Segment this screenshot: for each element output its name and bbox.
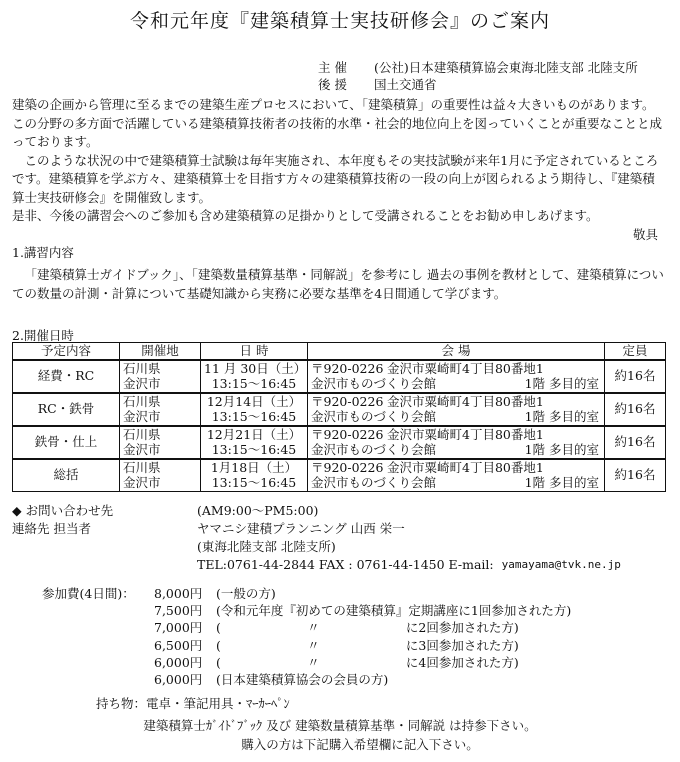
row-date: 11 月 30日（土） [204,360,307,376]
contact-hours: (AM9:00～PM5:00) [197,503,319,518]
row-place [120,426,201,459]
row-course: RC・鉄骨 [13,393,120,426]
contact-block [12,502,621,574]
row-capacity: 約16名 [605,459,666,492]
row-postal: 〒920-0226 [311,459,384,475]
section-1-title: 1.講習内容 [12,245,74,260]
header-course: 予定内容 [13,343,120,360]
row-capacity: 約16名 [605,393,666,426]
fee-open: ( [216,637,221,653]
fee-amount: 7,000円 [154,620,203,636]
row-venue [308,426,605,459]
contact-heading: ◆ お問い合わせ先 [12,503,114,518]
fee-amount: 7,500円 [154,603,203,619]
course-description-text: 「建築積算士ガイドブック」、「建築数量積算基準・同解説」を参考にし 過去の事例を教材として、建築積算についての数量の計測・計算について基礎知識から実務に必要な基準を4日間通して学びます。 [12,267,664,301]
note-bring-books: 建築積算士ｶﾞｲﾄﾞﾌﾞｯｸ 及び 建築数量積算基準・同解説 は持参下さい。 [143,718,537,733]
support-name: 国土交通省 [374,77,437,92]
row-time: 13:15～16:45 [211,409,297,424]
row-address: 金沢市粟崎町4丁目80番地1 [387,426,544,442]
fee-open: ( [216,654,221,670]
row-address: 金沢市粟崎町4丁目80番地1 [387,360,544,376]
fee-amount: 6,000円 [154,654,203,670]
fee-ditto: 〃 [307,654,320,670]
row-capacity: 約16名 [605,426,666,459]
header-capacity: 定員 [605,343,666,360]
intro-paragraph-1: 建築の企画から管理に至るまでの建築生産プロセスにおいて、「建築積算」の重要性は益々大きいものがあります。この分野の多方面で活躍している建築積算技術者の技術的水準・社会的地位向上を図っていくことが重要なことと成っております。 [12,97,663,149]
contact-tel-fax: TEL:0761-44-2844 FAX : 0761-44-1450 E-mail: [197,557,494,572]
fee-desc: に3回参加された方) [405,637,519,653]
header-datetime: 日 時 [201,343,308,360]
page-title: 令和元年度『建築積算士実技研修会』のご案内 [129,10,550,32]
row-pref: 石川県 [123,459,161,475]
contact-branch: (東海北陸支部 北陸支所) [197,539,336,554]
row-city: 金沢市 [123,376,161,391]
fee-ditto: 〃 [307,620,320,636]
schedule-row [13,360,666,393]
row-capacity: 約16名 [605,360,666,393]
host-name: (公社)日本建築積算協会東海北陸支部 北陸支所 [374,60,638,75]
support-label: 後 援 [318,77,347,92]
row-city: 金沢市 [123,409,161,424]
row-date: 12月21日（土） [206,426,302,442]
row-venue [308,459,605,492]
fee-desc: に4回参加された方) [405,654,519,670]
support-line [318,75,437,93]
schedule-row [13,393,666,426]
row-venue [308,360,605,393]
schedule-row [13,459,666,492]
row-place [120,459,201,492]
row-postal: 〒920-0226 [311,360,384,376]
row-hall: 金沢市ものづくり会館 [311,376,437,391]
row-floor: 1階 多目的室 [524,442,599,457]
row-floor: 1階 多目的室 [524,376,599,391]
row-datetime [201,426,308,459]
row-address: 金沢市粟崎町4丁目80番地1 [387,393,544,409]
section-2-title: 2.開催日時 [12,328,74,343]
row-hall: 金沢市ものづくり会館 [311,409,437,424]
row-time: 13:15～16:45 [211,475,297,490]
fee-desc: (一般の方) [216,586,276,601]
fee-open: ( [216,620,221,636]
schedule-row [13,426,666,459]
contact-person-label: 連絡先 担当者 [12,521,91,536]
row-course: 経費・RC [13,360,120,393]
host-label: 主 催 [318,60,347,75]
row-date: 1月18日（土） [210,459,298,475]
intro-paragraph-3: 是非、今後の講習会へのご参加も含め建築積算の足掛かりとして受講されることをお勧め申しあげます。 [12,208,599,223]
row-datetime [201,459,308,492]
fee-amount: 8,000円 [154,586,203,601]
row-pref: 石川県 [123,426,161,442]
row-venue [308,393,605,426]
fees-label: 参加費(4日間)： [42,586,135,601]
row-hall: 金沢市ものづくり会館 [311,442,437,457]
intro-paragraph-2: このような状況の中で建築積算士試験は毎年実施され、本年度もその実技試験が来年1月に予定されているところです。建築積算を学ぶ方々、建築積算士を目指す方々の建築積算技術の一段の向上が図られるよう期待し、『建築積算士実技研修会』を開催致します。 [12,152,659,205]
row-postal: 〒920-0226 [311,426,384,442]
intro-text [12,96,664,226]
fee-amount: 6,000円 [154,672,203,688]
course-description [12,266,664,303]
row-postal: 〒920-0226 [311,393,384,409]
row-hall: 金沢市ものづくり会館 [311,475,437,490]
row-floor: 1階 多目的室 [524,409,599,424]
fee-amount: 6,500円 [154,637,203,653]
closing-word: 敬具 [632,227,658,242]
fee-desc: (令和元年度『初めての建築積算』定期講座に1回参加された方) [216,603,572,619]
row-floor: 1階 多目的室 [524,475,599,490]
fee-desc: (日本建築積算協会の会員の方) [216,672,389,688]
contact-email[interactable]: yamayama@tvk.ne.jp [501,558,621,571]
row-place [120,360,201,393]
row-pref: 石川県 [123,393,161,409]
row-time: 13:15～16:45 [211,442,297,457]
row-city: 金沢市 [123,475,161,490]
row-datetime [201,360,308,393]
row-time: 13:15～16:45 [211,376,297,391]
host-line [318,58,638,76]
row-course: 総括 [13,459,120,492]
note-purchase: 購入の方は下記購入希望欄に記入下さい。 [241,737,479,752]
row-date: 12月14日（土） [206,393,302,409]
row-place [120,393,201,426]
fees-block [42,585,571,688]
schedule-table [12,342,666,492]
fee-ditto: 〃 [307,637,320,653]
header-venue: 会 場 [308,343,605,360]
row-city: 金沢市 [123,442,161,457]
row-datetime [201,393,308,426]
fee-desc: に2回参加された方) [405,620,519,636]
contact-person: ヤマニシ建積プランニング 山西 栄一 [197,521,405,536]
schedule-header-row [13,343,666,360]
row-course: 鉄骨・仕上 [13,426,120,459]
row-address: 金沢市粟崎町4丁目80番地1 [387,459,544,475]
row-pref: 石川県 [123,360,161,376]
header-place: 開催地 [120,343,201,360]
items-to-bring: 持ち物：電卓・筆記用具・ﾏｰｶｰﾍﾟﾝ [96,696,290,711]
